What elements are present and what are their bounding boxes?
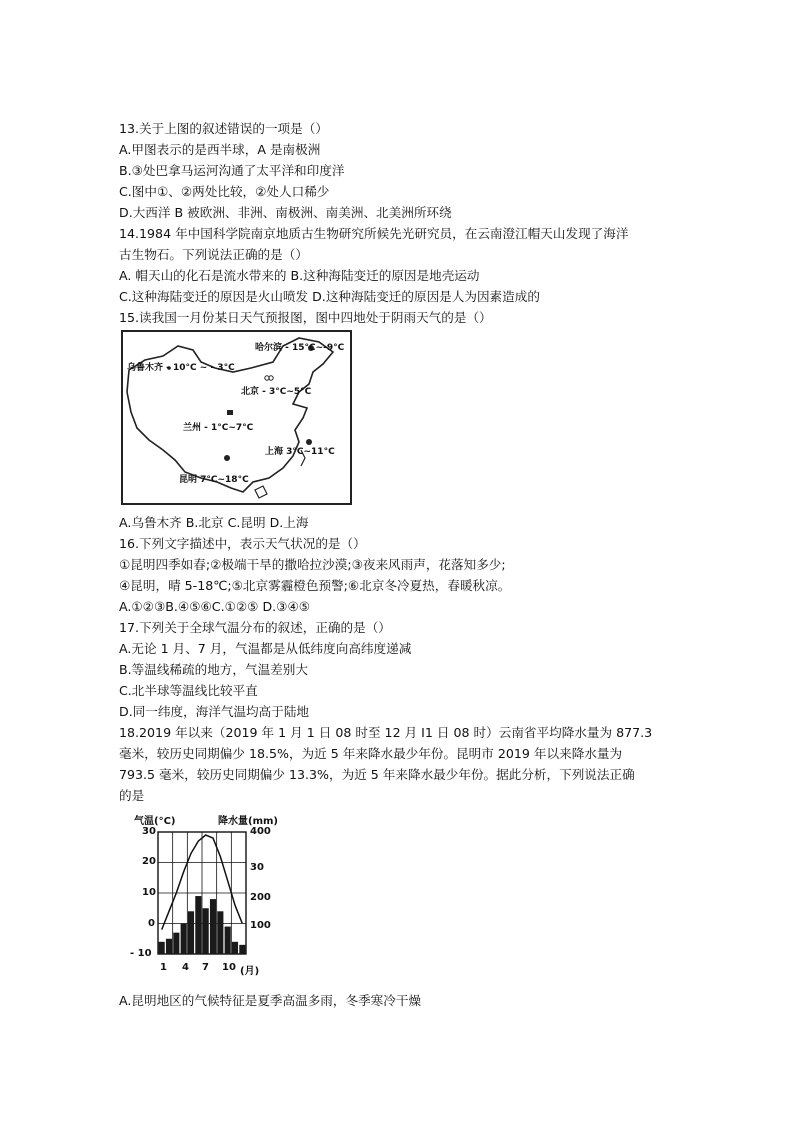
q16-options: A.①②③B.④⑤⑥C.①②⑤ D.③④⑤ [119, 599, 311, 614]
q13-option-d: D.大西洋 B 被欧洲、非洲、南极洲、南美洲、北美洲所环绕 [119, 205, 452, 220]
precipitation-bar [210, 899, 216, 954]
question-18-stem-cont-1: 毫米，较历史同期偏少 18.5%，为近 5 年来降水最少年份。昆明市 2019 年以来降水量为 [119, 746, 623, 761]
map-label-shanghai: 上海 3°C~11°C [265, 447, 335, 457]
map-label-beijing: 北京 - 3°C~5°C [241, 387, 312, 397]
climate-chart [128, 812, 288, 982]
y-right-axis-label: 降水量(mm) [218, 816, 278, 827]
y-right-tick-200: 200 [250, 892, 271, 903]
precipitation-bar [239, 945, 245, 954]
y-right-tick-100: 100 [250, 920, 271, 931]
map-label-lanzhou: 兰州 - 1°C~7°C [183, 423, 254, 433]
precipitation-bar [203, 908, 209, 954]
q15-options: A.乌鲁木齐 B.北京 C.昆明 D.上海 [119, 515, 309, 530]
question-14-stem: 14.1984 年中国科学院南京地质古生物研究所候先光研究员，在云南澄江帽天山发现了海洋 [119, 226, 629, 241]
question-14-stem-cont: 古生物石。下列说法正确的是（） [119, 247, 308, 262]
q17-option-b: B.等温线稀疏的地方，气温差别大 [119, 662, 308, 677]
question-17-stem: 17.下列关于全球气温分布的叙述，正确的是（） [119, 620, 391, 635]
y-left-tick-minus-10: - 10 [130, 948, 152, 959]
map-label-harbin: 哈尔滨 - 15°C~-9°C [255, 343, 345, 353]
question-18-stem-cont-3: 的是 [119, 788, 145, 803]
y-left-axis-label: 气温(°C) [134, 816, 176, 827]
x-tick-7: 7 [202, 962, 209, 973]
q14-options-ab: A. 帽天山的化石是流水带来的 B.这种海陆变迁的原因是地壳运动 [119, 268, 480, 283]
precipitation-bar [217, 911, 223, 954]
y-left-tick-10: 10 [142, 887, 156, 898]
precipitation-bar [225, 927, 231, 954]
x-unit-month: (月) [240, 966, 260, 977]
precipitation-bar [188, 911, 194, 954]
q17-option-c: C.北半球等温线比较平直 [119, 683, 258, 698]
x-tick-4: 4 [182, 962, 189, 973]
question-15-stem: 15.读我国一月份某日天气预报图，图中四地处于阴雨天气的是（） [119, 310, 492, 325]
y-right-tick-400: 400 [250, 826, 271, 837]
q16-statements-2: ④昆明，晴 5-18℃;⑤北京雾霾橙色预警;⑥北京冬冷夏热，春暖秋凉。 [119, 578, 511, 593]
precipitation-bar [195, 896, 201, 954]
q18-option-a: A.昆明地区的气候特征是夏季高温多雨，冬季寒冷干燥 [119, 993, 422, 1008]
y-left-tick-0: 0 [148, 918, 155, 929]
y-left-tick-20: 20 [142, 856, 156, 867]
y-right-tick-300: 30 [250, 862, 264, 873]
precipitation-bar [173, 933, 179, 954]
question-16-stem: 16.下列文字描述中，表示天气状况的是（） [119, 536, 366, 551]
question-18-stem: 18.2019 年以来（2019 年 1 月 1 日 08 时至 12 月 I1 日 08 时）云南省平均降水量为 877.3 [119, 725, 653, 740]
q13-option-c: C.图中①、②两处比较，②处人口稀少 [119, 184, 330, 199]
y-left-tick-30: 30 [142, 826, 156, 837]
q13-option-b: B.③处巴拿马运河沟通了太平洋和印度洋 [119, 163, 345, 178]
map-label-urumqi: 乌鲁木齐 - 10°C ~ - 3°C [127, 363, 235, 373]
precipitation-bar [232, 942, 238, 954]
q17-option-a: A.无论 1 月、7 月，气温都是从低纬度向高纬度递减 [119, 641, 412, 656]
x-tick-10: 10 [222, 962, 236, 973]
map-label-kunming: 昆明 7°C~18°C [179, 475, 249, 485]
x-tick-1: 1 [160, 962, 167, 973]
precipitation-bar [159, 942, 165, 954]
precipitation-bar [166, 939, 172, 954]
climate-chart-plot [128, 812, 288, 982]
question-18-stem-cont-2: 793.5 毫米，较历史同期偏少 13.3%，为近 5 年来降水最少年份。据此分析，下列说法正确 [119, 767, 635, 782]
q17-option-d: D.同一纬度，海洋气温均高于陆地 [119, 704, 310, 719]
question-13-stem: 13.关于上图的叙述错误的一项是（） [119, 121, 328, 136]
precipitation-bar [181, 924, 187, 955]
q14-options-cd: C.这种海陆变迁的原因是火山喷发 D.这种海陆变迁的原因是人为因素造成的 [119, 289, 540, 304]
q16-statements-1: ①昆明四季如春;②极端干旱的撒哈拉沙漠;③夜来风雨声，花落知多少; [119, 557, 506, 572]
weather-forecast-map [121, 330, 352, 505]
q13-option-a: A.甲图表示的是西半球，A 是南极洲 [119, 142, 321, 157]
